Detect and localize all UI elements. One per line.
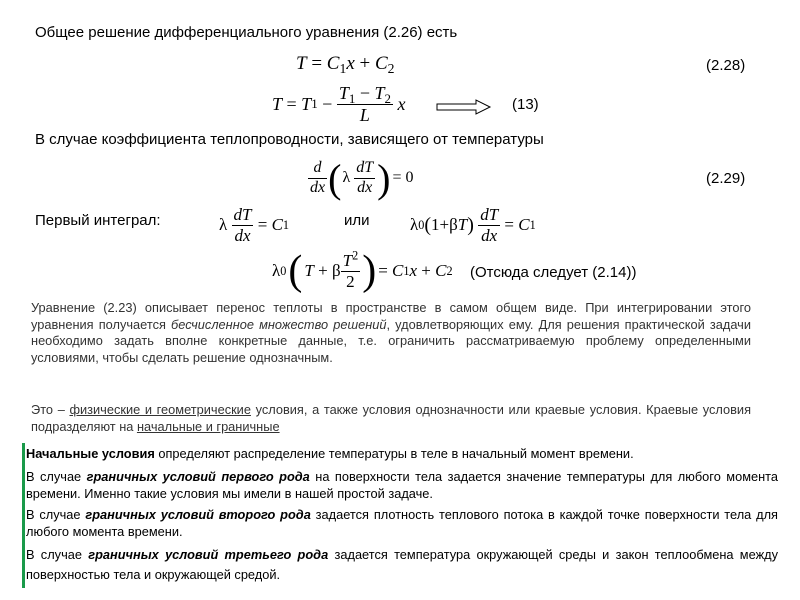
first-integral-equation: λ $\frac{dT}{dx}$ = C 1	[219, 204, 290, 245]
second-kind-conditions: В случае граничных условий второго рода задается плотность теплового потока в каждой точке поверхности тела для любого момента времени.	[26, 507, 778, 539]
heading-general-solution: Общее решение дифференциального уравнения (2.26) есть	[35, 24, 458, 41]
paragraph-uniqueness: Уравнение (2.23) описывает перенос теплоты в пространстве в самом общем виде. При интегрировании этого уравнения получается бесчисленное множество решений, удовлетворяющих ему. Для решения практической задачи необходимо задать вполне конкретные данные, т.е. ограничить рассматриваемую проблему определенными условиями, чтобы сделать решение однозначным.	[31, 300, 751, 365]
equation-number-13: (13)	[512, 96, 539, 113]
first-kind-conditions: В случае граничных условий первого рода на поверхности тела задается значение температуры для любого момента времени. Именно такие условия мы имели в нашей простой задаче.	[26, 469, 779, 501]
heading-variable-conductivity: В случае коэффициента теплопроводности, зависящего от температуры	[35, 131, 544, 148]
first-integral-equation-alt: λ 0 ( 1+ β T ) $\frac{dT}{dx}$ = C 1	[410, 204, 536, 245]
derivation-note: (Отсюда следует (2.14))	[470, 264, 637, 281]
equation-number-2-28: (2.28)	[706, 57, 746, 74]
second-integral-equation: λ 0 ( T + β $\frac{T^2}{2}$ ) = C 1 x + C 2	[272, 248, 453, 294]
equation-13: T = T 1 − $\frac{T_1 - T_2}{L}$ x	[272, 82, 406, 125]
or-label: или	[344, 212, 370, 229]
equation-2-29: $\frac{d}{dx}$ ( λ $\frac{dT}{dx}$ ) = 0	[310, 155, 414, 201]
first-integral-label: Первый интеграл:	[35, 212, 161, 229]
equation-number-2-29: (2.29)	[706, 170, 746, 187]
third-kind-conditions: В случае граничных условий третьего рода задается температура окружающей среды и закон теплообмена между поверхностью тела и окружающей средой.	[26, 547, 779, 582]
paragraph-conditions: Это – физические и геометрические условия, а также условия однозначности или краевые условия. Краевые условия подразделяют на начальные и граничные	[31, 402, 751, 434]
initial-conditions-line: Начальные условия определяют распределение температуры в теле в начальный момент времени.	[26, 446, 634, 461]
equation-2-28: $T = C_1x + C_2$	[296, 53, 395, 77]
arrow-right-icon	[436, 99, 492, 115]
